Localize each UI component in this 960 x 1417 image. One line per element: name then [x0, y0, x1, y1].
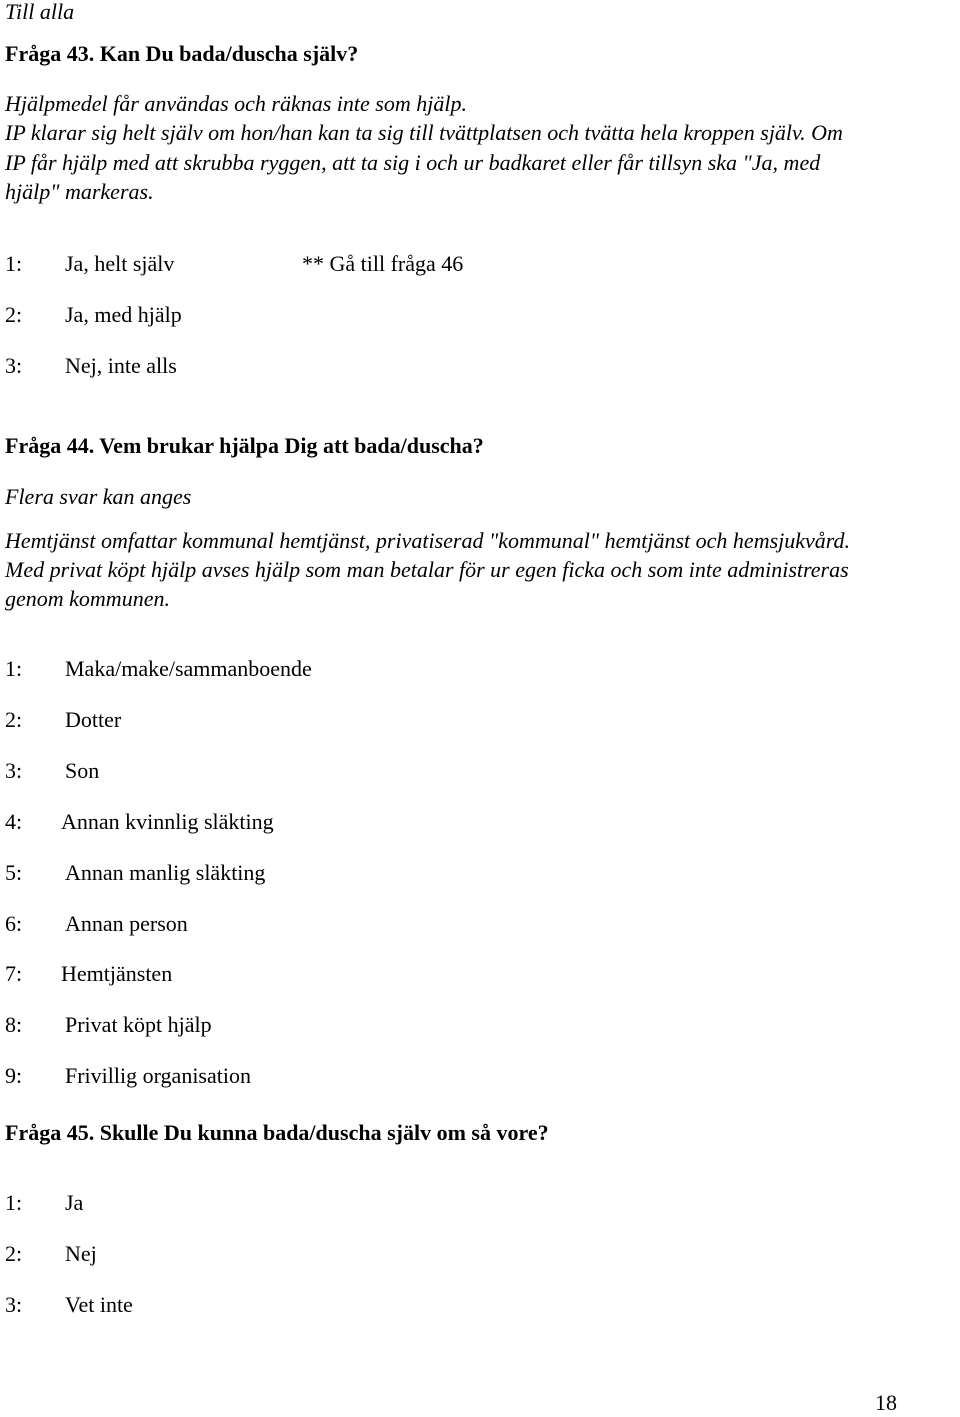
option-label: Vet inte	[65, 1292, 133, 1317]
option-label: Frivillig organisation	[65, 1063, 251, 1088]
option-label: Ja	[65, 1190, 84, 1215]
q44-instruction: Flera svar kan anges	[5, 484, 192, 509]
option-number: 9:	[5, 1063, 23, 1088]
q44-option-8	[5, 1010, 212, 1039]
option-label: Son	[65, 758, 100, 783]
option-number: 2:	[5, 302, 23, 327]
q43-note-line-4: hjälp" markeras.	[5, 179, 154, 204]
q43-option-3	[5, 351, 177, 380]
option-label: Dotter	[65, 707, 122, 732]
q43-note-line-3: IP får hjälp med att skrubba ryggen, att ta sig i och ur badkaret eller får tillsyn ska "Ja, med	[5, 150, 821, 175]
option-label: Nej	[65, 1241, 97, 1266]
option-number: 8:	[5, 1012, 23, 1037]
option-number: 2:	[5, 1241, 23, 1266]
q44-title: Fråga 44. Vem brukar hjälpa Dig att bada/duscha?	[5, 433, 484, 458]
skip-instruction: ** Gå till fråga 46	[302, 251, 464, 276]
q43-note-line-2: IP klarar sig helt själv om hon/han kan ta sig till tvättplatsen och tvätta hela kroppen själv. Om	[5, 120, 843, 145]
option-label: Privat köpt hjälp	[65, 1012, 212, 1037]
option-label: Ja, med hjälp	[65, 302, 182, 327]
option-number: 3:	[5, 758, 23, 783]
option-number: 7:	[5, 961, 23, 986]
q44-option-1	[5, 654, 312, 683]
option-number: 3:	[5, 353, 23, 378]
q43-title: Fråga 43. Kan Du bada/duscha själv?	[5, 41, 359, 66]
option-number: 2:	[5, 707, 23, 732]
option-number: 6:	[5, 911, 23, 936]
q43-option-1	[5, 249, 464, 278]
option-number: 5:	[5, 860, 23, 885]
option-number: 1:	[5, 251, 23, 276]
q44-option-2	[5, 705, 122, 734]
q45-option-3	[5, 1290, 133, 1319]
q44-option-6	[5, 909, 188, 938]
q45-option-2	[5, 1239, 97, 1268]
q44-option-4	[5, 807, 274, 836]
q45-option-1	[5, 1188, 84, 1217]
q43-option-2	[5, 300, 182, 329]
option-label: Annan manlig släkting	[65, 860, 266, 885]
q44-note-line-1: Hemtjänst omfattar kommunal hemtjänst, privatiserad "kommunal" hemtjänst och hemsjukvård.	[5, 528, 851, 553]
document-page	[5, 0, 955, 1414]
option-label: Ja, helt själv	[65, 251, 175, 276]
q44-note-line-2: Med privat köpt hjälp avses hjälp som man betalar för ur egen ficka och som inte administreras	[5, 557, 849, 582]
option-label: Annan kvinnlig släkting	[61, 809, 274, 834]
q44-option-7	[5, 959, 173, 988]
q44-option-9	[5, 1061, 251, 1090]
option-number: 3:	[5, 1292, 23, 1317]
q44-note-line-3: genom kommunen.	[5, 586, 170, 611]
option-label: Maka/make/sammanboende	[65, 656, 312, 681]
option-number: 4:	[5, 809, 23, 834]
option-number: 1:	[5, 656, 23, 681]
option-label: Annan person	[65, 911, 188, 936]
q44-option-3	[5, 756, 100, 785]
page-number: 18	[875, 1390, 897, 1415]
q45-title: Fråga 45. Skulle Du kunna bada/duscha själv om så vore?	[5, 1120, 549, 1145]
option-label: Nej, inte alls	[65, 353, 177, 378]
q43-note-line-1: Hjälpmedel får användas och räknas inte som hjälp.	[5, 91, 467, 116]
q44-option-5	[5, 858, 266, 887]
option-number: 1:	[5, 1190, 23, 1215]
option-label: Hemtjänsten	[61, 961, 173, 986]
top-note: Till alla	[5, 0, 75, 24]
